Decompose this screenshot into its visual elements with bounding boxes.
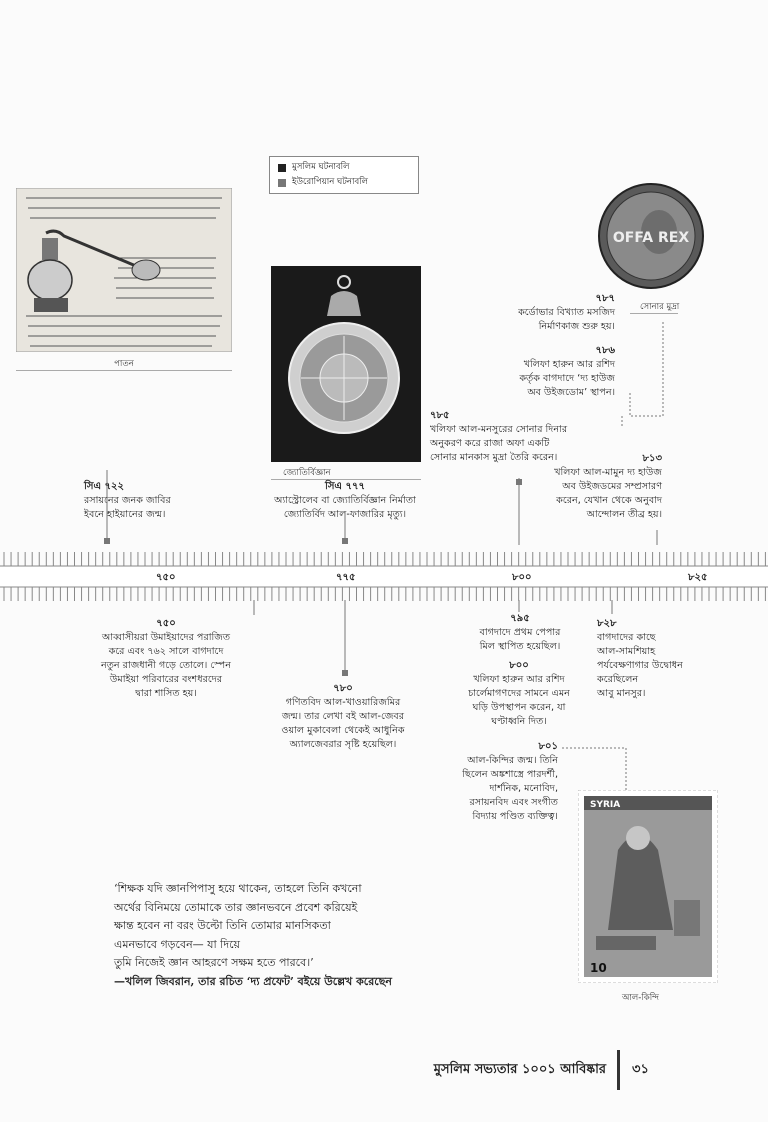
event-text-line: আবু মানসুর। xyxy=(597,688,646,699)
event-text-line: জন্ম। তার লেখা বই আল-জেবর xyxy=(281,711,405,722)
event-year: ৮১৩ xyxy=(642,453,662,464)
event-text-line: ইবনে হাইয়ানের জন্ম। xyxy=(84,509,166,520)
event-text-line: ঘড়ি উপস্থাপন করেন, যা xyxy=(472,702,566,713)
axis-label: ৮২৫ xyxy=(688,572,708,583)
quote-attribution: —খলিল জিবরান, তার রচিত ‘দ্য প্রফেট’ বইয়ে উল্লেখ করেছেন xyxy=(114,974,392,988)
event-800 xyxy=(456,659,582,729)
event-text-line: দার্শনিক, মনোবিদ, xyxy=(489,783,558,794)
stamp-value: 10 xyxy=(590,961,607,975)
al-kindi-stamp-image xyxy=(578,790,718,983)
quote-block xyxy=(114,880,444,991)
event-year: ৭৮০ xyxy=(333,683,353,694)
quote-line: ক্ষান্ত হবেন না বরং উল্টো তিনি তোমার মানসিকতা xyxy=(114,919,331,932)
legend-muslim: মুসলিম ঘটনাবলি xyxy=(278,160,410,175)
event-text-line: ওয়াল মুকাবেলা থেকেই আধুনিক xyxy=(281,725,405,736)
event-year: ৭৮৭ xyxy=(595,293,615,304)
event-year: ৮২৮ xyxy=(597,618,617,629)
event-text-line: অব উইজডমের সম্প্রসারণ xyxy=(562,481,662,492)
event-text-line: খলিফা আল-মামুন দ্য হাউজ xyxy=(554,467,662,478)
footer-divider xyxy=(617,1050,620,1090)
event-year: সিএ ৭২২ xyxy=(84,481,125,492)
event-year: ৮০০ xyxy=(509,660,529,671)
event-text-line: কর্ডোভার বিখ্যাত মসজিদ xyxy=(518,307,615,318)
event-year: ৭৮৬ xyxy=(595,345,615,356)
axis-label: ৮০০ xyxy=(512,572,532,583)
event-text-line: গণিতবিদ আল-খাওয়ারিজমির xyxy=(285,697,401,708)
quote-line: তুমি নিজেই জ্ঞান আহরণে সক্ষম হতে পারবে।’ xyxy=(114,956,314,969)
distillation-caption: পাতন xyxy=(114,359,134,369)
event-750 xyxy=(78,617,254,701)
event-text-line: করেছিলেন xyxy=(597,674,639,685)
event-year: ৮০১ xyxy=(538,741,558,752)
event-text-line: খলিফা আল-মনসুরের সোনার দিনার xyxy=(430,424,568,435)
event-text-line: অনুকরণ করে রাজা অফা একটি xyxy=(430,438,550,449)
legend-european: ইউরোপিয়ান ঘটনাবলি xyxy=(278,175,410,190)
event-text-line: উমাইয়া পরিবারের বংশধরদের xyxy=(109,674,223,685)
event-text-line: রসায়নের জনক জাবির xyxy=(84,495,171,506)
event-text-line: নতুন রাজধানী গড়ে তোলে। স্পেন xyxy=(100,660,232,671)
event-text-line: আল-সামশিয়াহ xyxy=(597,646,656,657)
axis-label: ৭৫০ xyxy=(156,572,176,583)
axis-label: ৭৭৫ xyxy=(336,572,356,583)
page-number: ৩১ xyxy=(632,1062,649,1077)
event-text-line: পর্যবেক্ষণাগার উদ্বোধন xyxy=(597,660,683,671)
event-text-line: রসায়নবিদ এবং সংগীত xyxy=(469,797,558,808)
event-text-line: কর্তৃক বাগদাদে ‘দ্য হাউজ xyxy=(519,373,615,384)
event-year: ৭৮৫ xyxy=(430,410,450,421)
event-text-line: দ্বারা শাসিত হয়। xyxy=(135,688,197,699)
stamp-country: SYRIA xyxy=(590,800,621,810)
coin-inscription: OFFA REX xyxy=(612,230,690,246)
event-text-line: বিদ্যায় পণ্ডিত ব্যক্তিত্ব। xyxy=(472,811,558,822)
event-text-line: খলিফা হারুন আর রশিদ xyxy=(473,674,565,685)
event-text-line: ছিলেন অঙ্কশাস্ত্রে পারদর্শী, xyxy=(462,769,558,780)
stamp-caption: আল-কিন্দি xyxy=(622,993,659,1003)
coin-caption: সোনার মুদ্রা xyxy=(640,302,680,312)
event-text-line: করে এবং ৭৬২ সালে বাগদাদে xyxy=(108,646,224,657)
event-828 xyxy=(597,617,727,701)
event-text-line: খলিফা হারুন আর রশিদ xyxy=(523,359,615,370)
event-year: ৭৫০ xyxy=(156,618,176,629)
dotted-786-coin xyxy=(630,322,663,416)
event-text-line: মিল স্থাপিত হয়েছিল। xyxy=(479,641,561,652)
event-text-line: নির্মাণকাজ শুরু হয়। xyxy=(538,321,615,332)
event-year: ৭৯৫ xyxy=(510,613,530,624)
event-text-line: বাগদাদে প্রথম পেপার xyxy=(479,627,561,638)
event-780 xyxy=(268,682,418,752)
event-text-line: অ্যালজেবরার সৃষ্টি হয়েছিল। xyxy=(289,739,397,750)
event-text-line: অ্যাস্ট্রোলেব বা জ্যোতির্বিজ্ঞান নির্মাতা xyxy=(274,495,416,506)
event-801 xyxy=(446,740,558,824)
event-text-line: ঘণ্টাধ্বনি দিত। xyxy=(491,716,547,727)
event-text-line: সোনার মানকাস মুদ্রা তৈরি করেন। xyxy=(430,452,558,463)
event-text-line: চার্লেমাগণদের সামনে এমন xyxy=(468,688,570,699)
book-title: মুসলিম সভ্যতার ১০০১ আবিষ্কার xyxy=(433,1062,606,1077)
event-795 xyxy=(465,612,575,654)
quote-line: এমনভাবে গড়বেন— যা দিয়ে xyxy=(114,937,240,951)
event-text-line: আন্দোলন তীব্র হয়। xyxy=(586,509,662,520)
event-text-line: বাগদাদের কাছে xyxy=(597,632,656,643)
event-text-line: অব উইজডোম’ স্থাপন। xyxy=(527,387,615,398)
astrolabe-caption: জ্যোতির্বিজ্ঞান xyxy=(283,468,331,478)
event-text-line: করেন, যেখান থেকে অনুবাদ xyxy=(556,495,662,506)
quote-line: অর্থের বিনিময়ে তোমাকে তার জ্ঞানভবনে প্রবেশ করিয়েই xyxy=(114,900,358,914)
event-text-line: আল-কিন্দির জন্ম। তিনি xyxy=(467,755,558,766)
quote-line: ‘শিক্ষক যদি জ্ঞানপিপাসু হয়ে থাকেন, তাহলে তিনি কখনো xyxy=(114,882,362,895)
event-text-line: জ্যোতির্বিদ আল-ফাজারির মৃত্যু। xyxy=(283,509,407,520)
timeline-ruler xyxy=(0,546,768,608)
event-year: সিএ ৭৭৭ xyxy=(324,481,366,492)
event-text-line: আব্বাসীয়রা উমাইয়াদের পরাজিত xyxy=(101,632,231,643)
dotted-801-stamp xyxy=(562,748,626,790)
